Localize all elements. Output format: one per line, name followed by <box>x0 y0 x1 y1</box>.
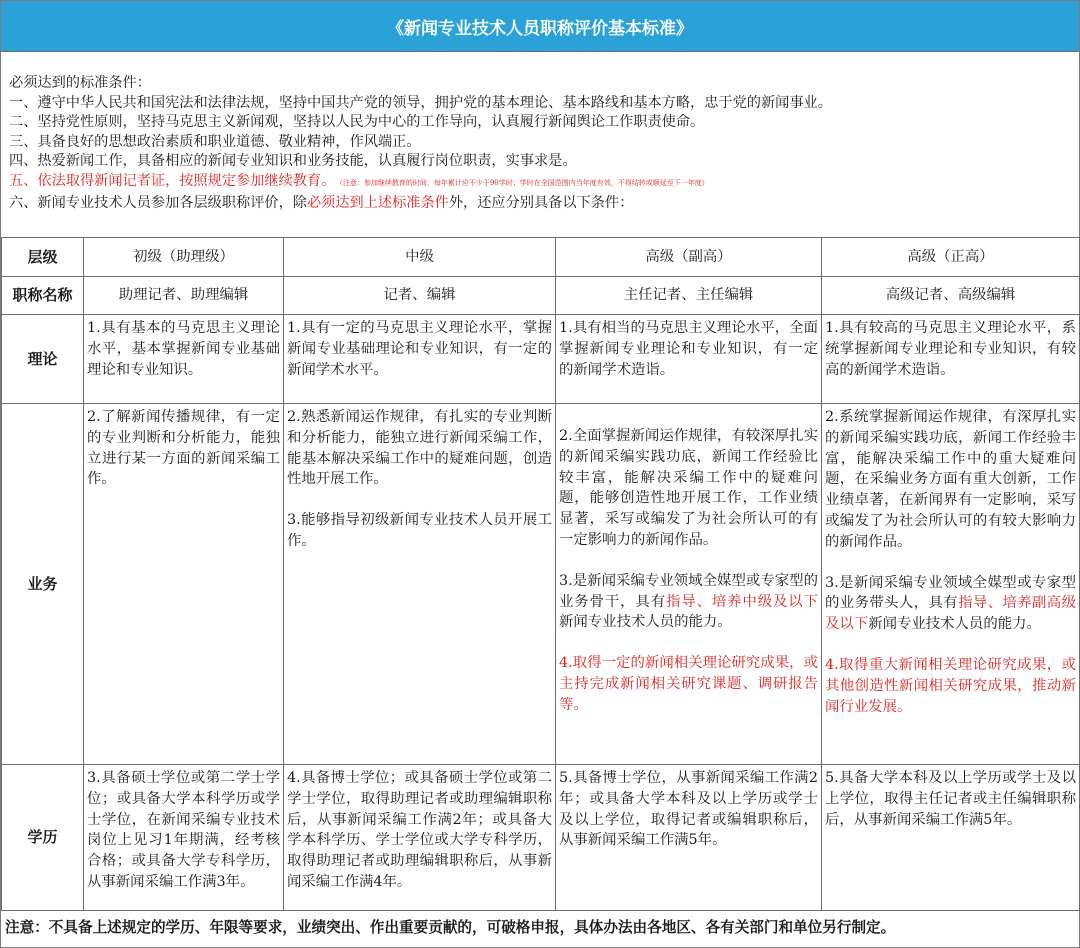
business-full-senior-p3 <box>825 573 1076 635</box>
condition-item-2: 二、坚持党性原则，坚持马克思主义新闻观，坚持以人民为中心的工作导向，认真履行新闻舆论工作职责使命。 <box>9 114 705 131</box>
condition-item-5 <box>9 172 1071 194</box>
condition-item-6-pre: 六、新闻专业技术人员参加各层级职称评价，除 <box>9 194 307 211</box>
p3-post: 新闻专业技术人员的能力。 <box>868 616 1041 633</box>
theory-full-senior: 1.具有较高的马克思主义理论水平，系统掌握新闻专业理论和专业知识，有较高的新闻学术造诣。 <box>822 315 1080 404</box>
p3-pre: 3.是新闻采编专业领域全媒型或专家型的业务骨干，具有 <box>559 572 818 610</box>
condition-item-1: 一、遵守中华人民共和国宪法和法律法规，坚持中国共产党的领导，拥护党的基本理论、基本路线和基本方略，忠于党的新闻事业。 <box>9 94 832 111</box>
business-intermediate-p2: 2.熟悉新闻运作规律，有扎实的专业判断和分析能力，能独立进行新闻采编工作，能基本解决采编工作中的疑难问题，创造性地开展工作。 <box>287 409 552 488</box>
table-row <box>2 404 1080 765</box>
theory-intermediate: 1.具有一定的马克思主义理论水平，掌握新闻专业基础理论和专业知识，有一定的新闻学术水平。 <box>284 315 556 404</box>
title-associate-senior: 主任记者、主任编辑 <box>556 277 822 315</box>
level-label: 层级 <box>2 238 84 277</box>
title-label: 职称名称 <box>2 277 84 315</box>
education-full-senior: 5.具备大学本科及以上学历或学士及以上学位，取得主任记者或主任编辑职称后，从事新闻采编工作满5年。 <box>822 765 1080 911</box>
business-associate-senior-p3 <box>559 571 818 633</box>
education-label: 学历 <box>2 765 84 911</box>
title-junior: 助理记者、助理编辑 <box>84 277 284 315</box>
condition-item-5-text: 五、依法取得新闻记者证，按照规定参加继续教育。 <box>9 172 336 189</box>
criteria-table <box>1 237 1080 911</box>
business-junior <box>84 404 284 765</box>
table-row <box>2 315 1080 404</box>
level-intermediate: 中级 <box>284 238 556 277</box>
condition-item-4: 四、热爱新闻工作，具备相应的新闻专业知识和业务技能，认真履行岗位职责，实事求是。 <box>9 153 577 170</box>
table-row <box>2 277 1080 315</box>
p3-highlight: 指导、培养中级及以下 <box>666 593 818 610</box>
business-associate-senior <box>556 404 822 765</box>
business-junior-p2: 2.了解新闻传播规律，有一定的专业判断和分析能力，能独立进行某一方面的新闻采编工作。 <box>87 409 280 488</box>
level-full-senior: 高级（正高） <box>822 238 1080 277</box>
business-full-senior-p2: 2.系统掌握新闻运作规律，有深厚扎实的新闻采编实践功底，新闻工作经验丰富，能解决采编工作中的重大疑难问题，在采编业务方面有重大创新，工作业绩卓著，在新闻界有一定影响，采写或编发了为社会所认可的有较大影响力的新闻作品。 <box>825 409 1076 550</box>
conditions-heading: 必须达到的标准条件： <box>9 75 151 91</box>
condition-item-5-note: （注意：参加继续教育的时间，每年累计应不少于90学时；学时在全国范围内当年度有效，不得结转或顺延至下一年度） <box>339 178 709 187</box>
p3-highlight: 指导、培养副高级及以下 <box>825 595 1076 633</box>
condition-item-6 <box>9 194 1071 214</box>
level-junior: 初级（助理级） <box>84 238 284 277</box>
business-intermediate <box>284 404 556 765</box>
business-intermediate-p3: 3.能够指导初级新闻专业技术人员开展工作。 <box>287 512 552 549</box>
title-intermediate: 记者、编辑 <box>284 277 556 315</box>
theory-label: 理论 <box>2 315 84 404</box>
education-associate-senior: 5.具备博士学位，从事新闻采编工作满2年；或具备大学本科及以上学历或学士及以上学位，取得记者或编辑职称后，从事新闻采编工作满5年。 <box>556 765 822 911</box>
business-label: 业务 <box>2 404 84 765</box>
condition-item-6-highlight: 必须达到上述标准条件 <box>306 194 449 211</box>
condition-item-3: 三、具备良好的思想政治素质和职业道德、敬业精神，作风端正。 <box>9 133 421 150</box>
title-full-senior: 高级记者、高级编辑 <box>822 277 1080 315</box>
business-full-senior <box>822 404 1080 765</box>
table-row <box>2 238 1080 277</box>
business-full-senior-p4: 4.取得重大新闻相关理论研究成果，或其他创造性新闻相关研究成果，推动新闻行业发展。 <box>825 656 1076 715</box>
business-associate-senior-p4: 4.取得一定的新闻相关理论研究成果，或主持完成新闻相关研究课题、调研报告等。 <box>559 655 818 713</box>
condition-item-6-post: 外，还应分别具备以下条件： <box>448 194 634 211</box>
theory-junior: 1.具有基本的马克思主义理论水平，基本掌握新闻专业基础理论和专业知识。 <box>84 315 284 404</box>
document-title: 《新闻专业技术人员职称评价基本标准》 <box>1 1 1079 52</box>
p3-pre: 3.是新闻采编专业领域全媒型或专家型的业务带头人，具有 <box>825 574 1076 612</box>
standard-conditions <box>1 52 1079 216</box>
level-associate-senior: 高级（副高） <box>556 238 822 277</box>
theory-associate-senior: 1.具有相当的马克思主义理论水平，全面掌握新闻专业理论和专业知识，有一定的新闻学术造诣。 <box>556 315 822 404</box>
table-row <box>2 765 1080 911</box>
footer-note: 注意：不具备上述规定的学历、年限等要求，业绩突出、作出重要贡献的，可破格申报，具体办法由各地区、各有关部门和单位另行制定。 <box>5 919 896 936</box>
p3-post: 新闻专业技术人员的能力。 <box>559 614 732 631</box>
business-associate-senior-p2: 2.全面掌握新闻运作规律，有较深厚扎实的新闻采编实践功底，新闻工作经验比较丰富，能解决采编工作中的疑难问题，能够创造性地开展工作，工作业绩显著，采写或编发了为社会所认可的有一定影响力的新闻作品。 <box>559 428 818 548</box>
education-intermediate: 4.具备博士学位；或具备硕士学位或第二学士学位，取得助理记者或助理编辑职称后，从事新闻采编工作满2年；或具备大学本科学历、学士学位或大学专科学历，取得助理记者或助理编辑职称后，从事新闻采编工作满4年。 <box>284 765 556 911</box>
education-junior: 3.具备硕士学位或第二学士学位；或具备大学本科学历或学士学位，在新闻采编专业技术岗位上见习1年期满，经考核合格；或具备大学专科学历，从事新闻采编工作满3年。 <box>84 765 284 911</box>
